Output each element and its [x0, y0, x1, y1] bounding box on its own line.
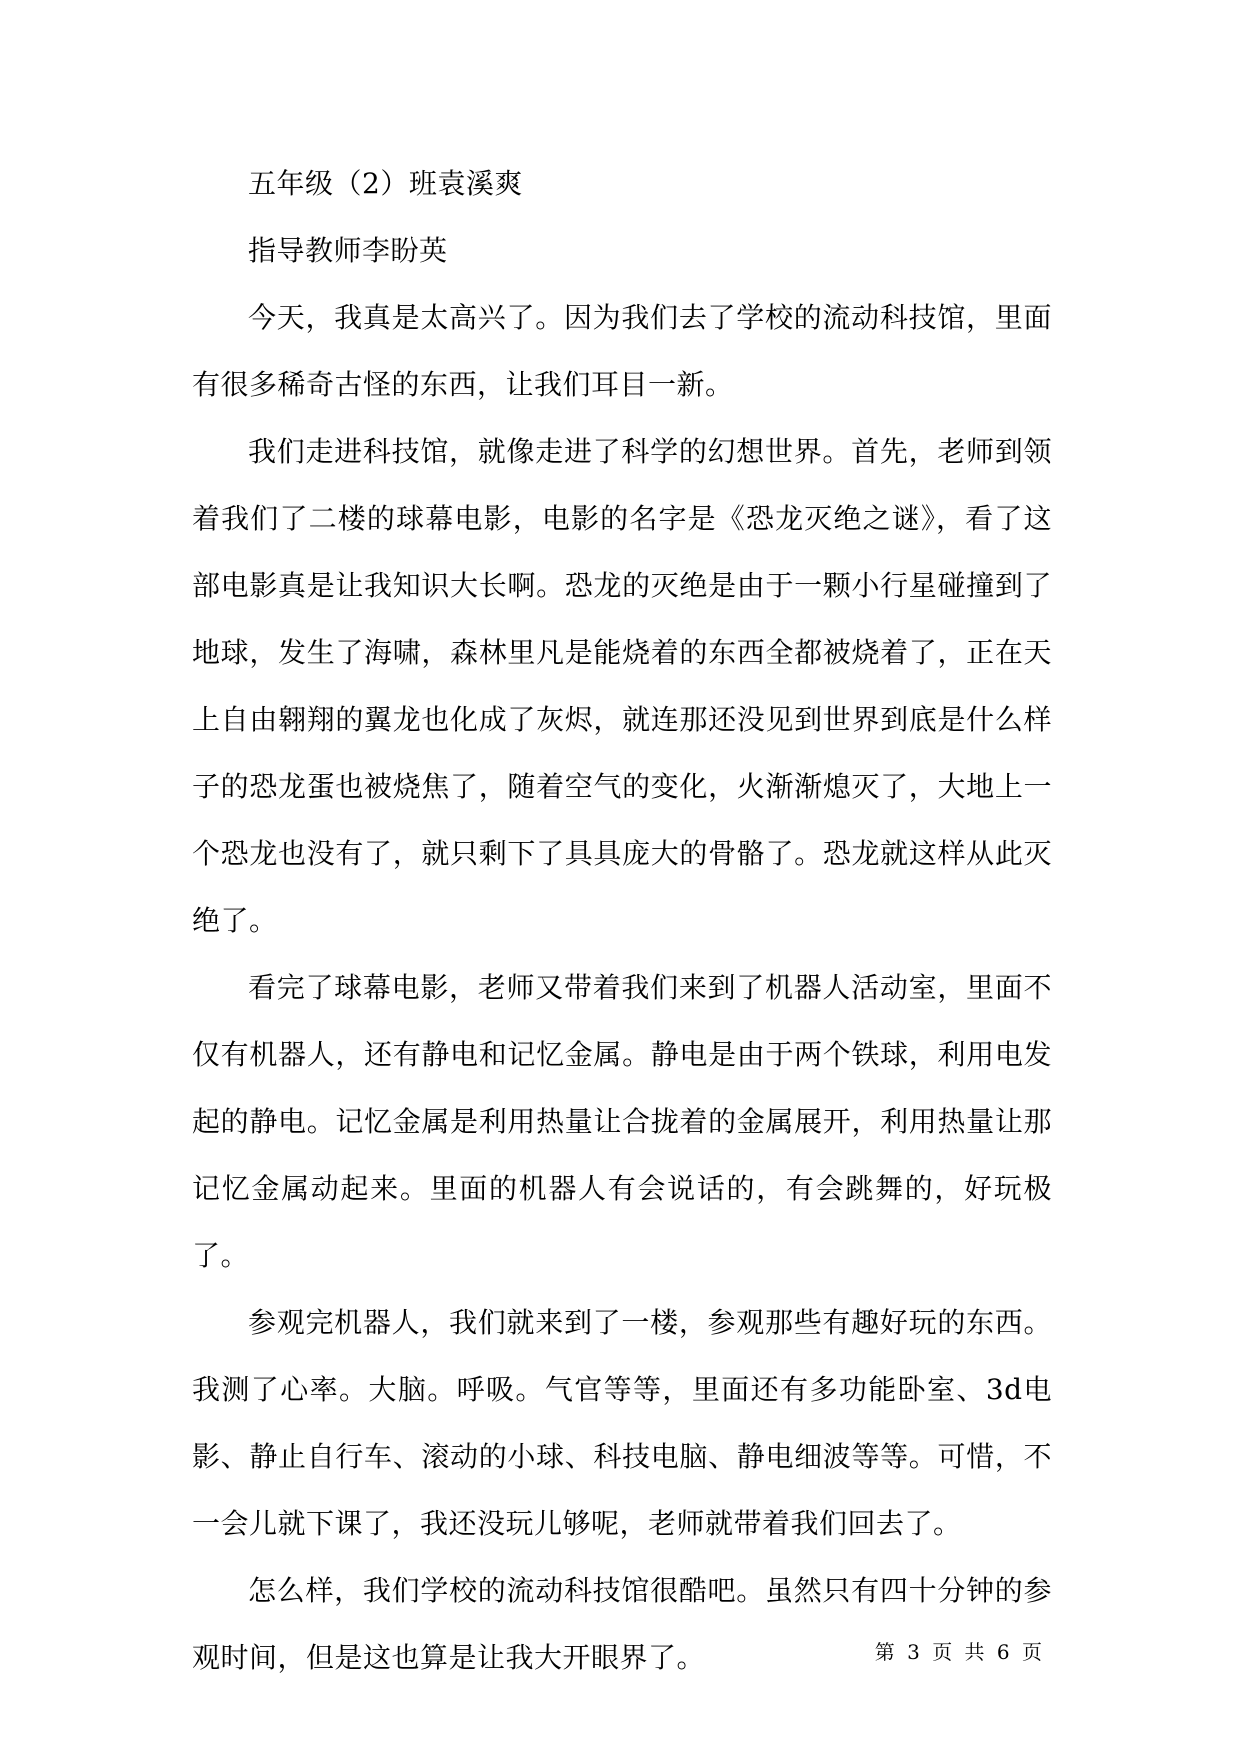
- paragraph-first-floor: 参观完机器人，我们就来到了一楼，参观那些有趣好玩的东西。我测了心率。大脑。呼吸。气官等等，里面还有多功能卧室、3d电影、静止自行车、滚动的小球、科技电脑、静电细波等等。可惜，不一会儿就下课了，我还没玩儿够呢，老师就带着我们回去了。: [192, 1306, 1052, 1540]
- paragraph-dome-film: 我们走进科技馆，就像走进了科学的幻想世界。首先，老师到领着我们了二楼的球幕电影，电影的名字是《恐龙灭绝之谜》，看了这部电影真是让我知识大长啊。恐龙的灭绝是由于一颗小行星碰撞到了地球，发生了海啸，森林里凡是能烧着的东西全都被烧着了，正在天上自由翱翔的翼龙也化成了灰烬，就连那还没见到世界到底是什么样子的恐龙蛋也被烧焦了，随着空气的变化，火渐渐熄灭了，大地上一个恐龙也没有了，就只剩下了具具庞大的骨骼了。恐龙就这样从此灭绝了。: [192, 435, 1052, 937]
- page-number-footer: 第 3 页 共 6 页: [874, 1640, 1045, 1664]
- paragraph-intro: 今天，我真是太高兴了。因为我们去了学校的流动科技馆，里面有很多稀奇古怪的东西，让我们耳目一新。: [192, 301, 1052, 401]
- document-body: [192, 150, 1052, 1691]
- author-line: 五年级（2）班袁溪爽: [248, 167, 523, 200]
- paragraph-conclusion: 怎么样，我们学校的流动科技馆很酷吧。虽然只有四十分钟的参观时间，但是这也算是让我大开眼界了。: [192, 1574, 1052, 1674]
- teacher-line: 指导教师李盼英: [248, 234, 448, 267]
- paragraph-robot-room: 看完了球幕电影，老师又带着我们来到了机器人活动室，里面不仅有机器人，还有静电和记忆金属。静电是由于两个铁球，利用电发起的静电。记忆金属是利用热量让合拢着的金属展开，利用热量让那记忆金属动起来。里面的机器人有会说话的，有会跳舞的，好玩极了。: [192, 971, 1052, 1272]
